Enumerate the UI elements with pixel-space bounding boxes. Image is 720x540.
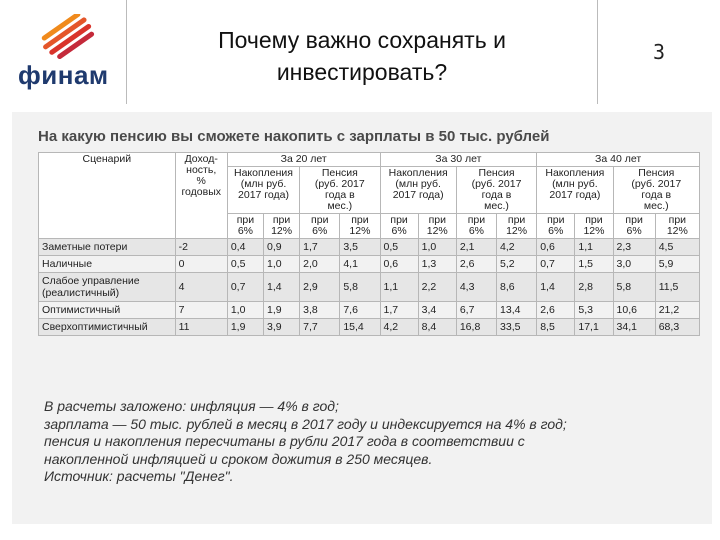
value-cell: 17,1	[575, 319, 613, 336]
value-cell: 2,8	[575, 273, 613, 302]
value-cell: 1,7	[380, 302, 418, 319]
calculation-notes	[44, 398, 684, 486]
scenario-name: Заметные потери	[39, 239, 176, 256]
value-cell: 33,5	[497, 319, 537, 336]
value-cell: 1,7	[300, 239, 340, 256]
value-cell: 21,2	[655, 302, 699, 319]
header-rate-12: при 12%	[575, 214, 613, 239]
value-cell: 0,5	[380, 239, 418, 256]
value-cell: 5,8	[613, 273, 655, 302]
logo-wordmark: финам	[18, 60, 109, 90]
table-row	[39, 256, 700, 273]
note-line: пенсия и накопления пересчитаны в рубли 2017 года в соответствии с	[44, 433, 525, 449]
value-cell: 2,9	[300, 273, 340, 302]
value-cell: 1,9	[264, 302, 300, 319]
header-rate-6: при 6%	[456, 214, 496, 239]
value-cell: 6,7	[456, 302, 496, 319]
value-cell: 0,4	[227, 239, 263, 256]
value-cell: 4,5	[655, 239, 699, 256]
header-period-30: За 30 лет	[380, 153, 537, 167]
header-rate-12: при 12%	[497, 214, 537, 239]
value-cell: 4,1	[340, 256, 380, 273]
value-cell: 13,4	[497, 302, 537, 319]
header-yield: Доход- ность, % годовых	[175, 153, 227, 239]
table-row	[39, 273, 700, 302]
value-cell: 2,0	[300, 256, 340, 273]
value-cell: 0,7	[227, 273, 263, 302]
value-cell: 3,4	[418, 302, 456, 319]
value-cell: 34,1	[613, 319, 655, 336]
value-cell: 3,5	[340, 239, 380, 256]
value-cell: 8,4	[418, 319, 456, 336]
value-cell: 1,0	[418, 239, 456, 256]
header-rate-6: при 6%	[300, 214, 340, 239]
yield-cell: 7	[175, 302, 227, 319]
scenario-name: Сверхоптимистичный	[39, 319, 176, 336]
value-cell: 5,2	[497, 256, 537, 273]
header-rate-6: при 6%	[227, 214, 263, 239]
table-subtitle: На какую пенсию вы сможете накопить с зарплаты в 50 тыс. рублей	[38, 128, 550, 145]
header-rate-12: при 12%	[655, 214, 699, 239]
value-cell: 2,6	[537, 302, 575, 319]
value-cell: 2,2	[418, 273, 456, 302]
header-savings: Накопления (млн руб. 2017 года)	[380, 167, 456, 214]
page-title	[130, 24, 594, 88]
value-cell: 7,6	[340, 302, 380, 319]
value-cell: 15,4	[340, 319, 380, 336]
header-period-20: За 20 лет	[227, 153, 380, 167]
value-cell: 11,5	[655, 273, 699, 302]
value-cell: 4,2	[497, 239, 537, 256]
value-cell: 3,9	[264, 319, 300, 336]
value-cell: 2,1	[456, 239, 496, 256]
table-body	[39, 239, 700, 336]
value-cell: 3,8	[300, 302, 340, 319]
value-cell: 0,6	[380, 256, 418, 273]
scenario-name: Наличные	[39, 256, 176, 273]
slide-header	[0, 0, 720, 104]
value-cell: 1,5	[575, 256, 613, 273]
table-row	[39, 239, 700, 256]
value-cell: 2,6	[456, 256, 496, 273]
header-rate-12: при 12%	[264, 214, 300, 239]
value-cell: 0,6	[537, 239, 575, 256]
yield-cell: 11	[175, 319, 227, 336]
value-cell: 1,0	[264, 256, 300, 273]
note-line: В расчеты заложено: инфляция — 4% в год;	[44, 398, 339, 414]
value-cell: 1,4	[537, 273, 575, 302]
value-cell: 0,5	[227, 256, 263, 273]
note-line: зарплата — 50 тыс. рублей в месяц в 2017 году и индексируется на 4% в год;	[44, 415, 567, 432]
value-cell: 4,2	[380, 319, 418, 336]
header-rate-6: при 6%	[537, 214, 575, 239]
table-row	[39, 319, 700, 336]
yield-cell: 4	[175, 273, 227, 302]
header-pension: Пенсия (руб. 2017 года в мес.)	[300, 167, 380, 214]
value-cell: 5,8	[340, 273, 380, 302]
title-line-2: инвестировать?	[276, 59, 448, 85]
table-row	[39, 302, 700, 319]
header-savings: Накопления (млн руб. 2017 года)	[537, 167, 613, 214]
value-cell: 1,0	[227, 302, 263, 319]
value-cell: 0,7	[537, 256, 575, 273]
value-cell: 1,9	[227, 319, 263, 336]
finam-logo-emblem-icon	[36, 14, 106, 60]
value-cell: 4,3	[456, 273, 496, 302]
header-scenario: Сценарий	[39, 153, 176, 239]
pension-table	[38, 152, 700, 336]
value-cell: 1,3	[418, 256, 456, 273]
note-line: накопленной инфляцией и сроком дожития в 250 месяцев.	[44, 450, 433, 467]
yield-cell: 0	[175, 256, 227, 273]
value-cell: 8,5	[537, 319, 575, 336]
value-cell: 3,0	[613, 256, 655, 273]
value-cell: 8,6	[497, 273, 537, 302]
header-rate-12: при 12%	[340, 214, 380, 239]
page-number: 3	[652, 40, 666, 64]
value-cell: 1,1	[380, 273, 418, 302]
value-cell: 68,3	[655, 319, 699, 336]
scenario-name: Оптимистичный	[39, 302, 176, 319]
header-savings: Накопления (млн руб. 2017 года)	[227, 167, 299, 214]
value-cell: 1,1	[575, 239, 613, 256]
header-rate-6: при 6%	[613, 214, 655, 239]
value-cell: 5,3	[575, 302, 613, 319]
value-cell: 7,7	[300, 319, 340, 336]
value-cell: 5,9	[655, 256, 699, 273]
title-line-1: Почему важно сохранять и	[218, 27, 506, 53]
finam-logo	[18, 14, 128, 94]
value-cell: 1,4	[264, 273, 300, 302]
value-cell: 16,8	[456, 319, 496, 336]
value-cell: 2,3	[613, 239, 655, 256]
value-cell: 10,6	[613, 302, 655, 319]
note-line: Источник: расчеты "Денег".	[44, 468, 234, 484]
header-rate-6: при 6%	[380, 214, 418, 239]
value-cell: 0,9	[264, 239, 300, 256]
header-pension: Пенсия (руб. 2017 года в мес.)	[456, 167, 536, 214]
yield-cell: -2	[175, 239, 227, 256]
scenario-name: Слабое управление (реалистичный)	[39, 273, 176, 302]
header-pension: Пенсия (руб. 2017 года в мес.)	[613, 167, 699, 214]
header-rate-12: при 12%	[418, 214, 456, 239]
header-divider	[126, 0, 127, 104]
header-period-40: За 40 лет	[537, 153, 700, 167]
